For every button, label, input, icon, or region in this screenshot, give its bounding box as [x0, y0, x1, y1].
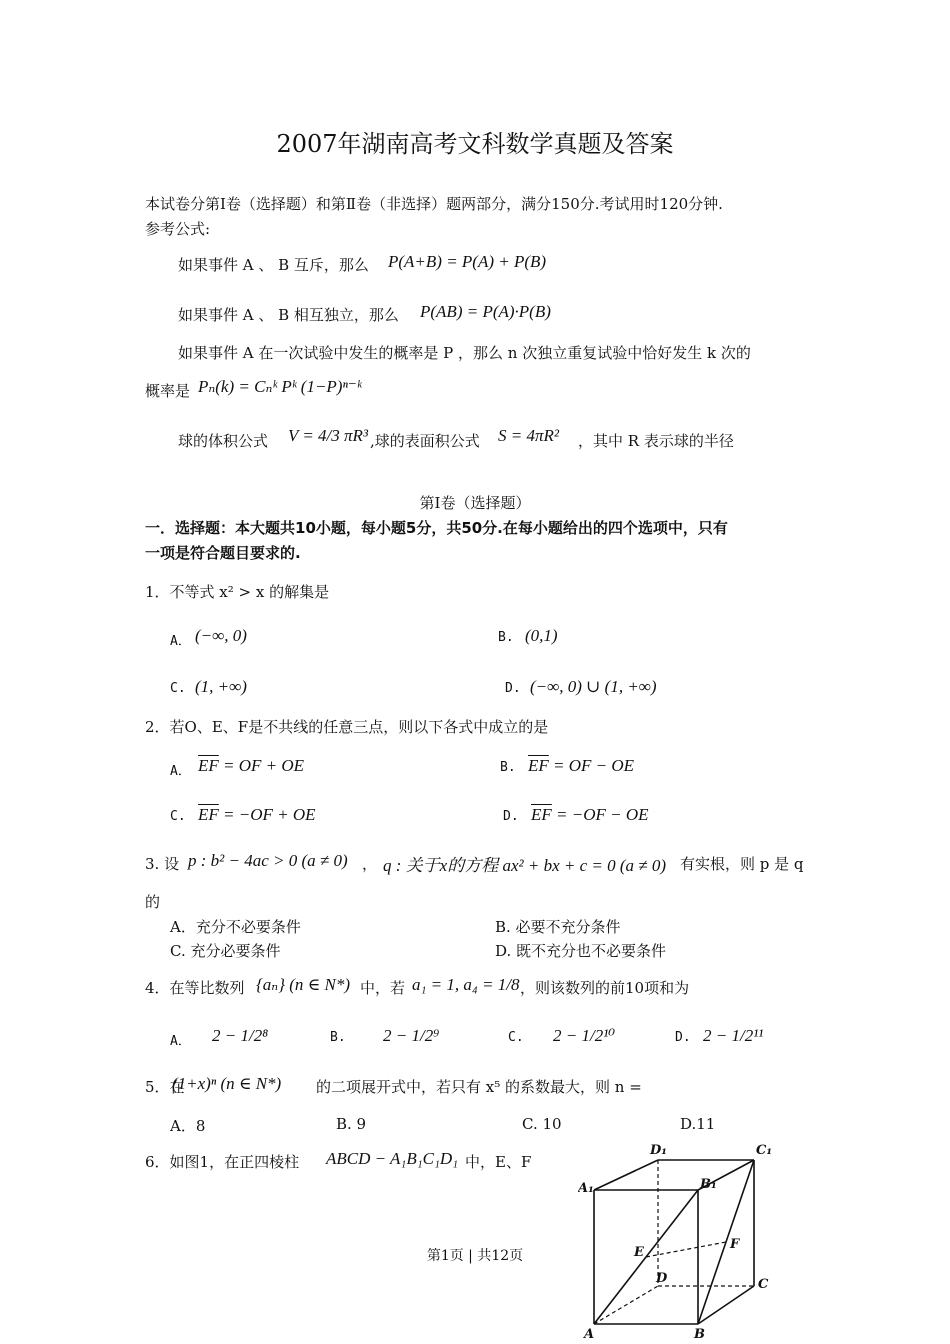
q1-option-b-label: B. [498, 630, 514, 645]
q2-option-d-math [531, 805, 649, 825]
q2-c-rhs: = −OF + OE [223, 805, 316, 824]
q4-option-c-label: C. [508, 1030, 524, 1045]
q2-option-a-label: A． [170, 764, 191, 779]
formula-4-text-c: ，其中 R 表示球的半径 [578, 432, 734, 450]
q2-b-vector: $\overline{EF}$ [528, 756, 549, 775]
question-3-stem-math-1: p : b² − 4ac > 0 (a ≠ 0) [188, 851, 348, 870]
q2-option-d-label: D. [503, 809, 519, 824]
q2-d-vector: $\overline{EF}$ [531, 805, 552, 824]
formula-2-math: P(AB) = P(A)·P(B) [420, 302, 551, 321]
q3-option-b: B. 必要不充分条件 [495, 918, 621, 936]
label-e: E [634, 1245, 644, 1260]
question-6-stem-b: 中，E、F [465, 1153, 532, 1171]
question-3-stem-b: ， [362, 855, 378, 873]
q4-option-a-label: A． [170, 1034, 191, 1049]
question-2-stem: 2．若O、E、F是不共线的任意三点，则以下各式中成立的是 [145, 718, 549, 736]
formula-4-math-a: V = 4/3 πR³ [288, 426, 369, 445]
q2-option-a-math [198, 756, 304, 776]
q2-option-c-math [198, 805, 316, 825]
question-6-stem-a: 6．如图1，在正四棱柱 [145, 1153, 300, 1171]
label-c: C [758, 1277, 769, 1292]
q2-option-b-math [528, 756, 634, 776]
question-3-stem-c: 有实根，则 p 是 q [680, 855, 804, 873]
page-footer: 第1页 | 共12页 [426, 1248, 524, 1264]
question-5-stem-a: 5．在 [145, 1078, 185, 1096]
formula-3-line-2-math: Pₙ(k) = Cₙᵏ Pᵏ (1−P)ⁿ⁻ᵏ [198, 377, 362, 396]
q2-a-vector: $\overline{EF}$ [198, 756, 219, 775]
q4-option-b-label: B. [330, 1030, 346, 1045]
question-4-stem-b: 中，若 [360, 979, 406, 997]
section-1-instructions-1: 一．选择题：本大题共10小题，每小题5分，共50分.在每小题给出的四个选项中，只有 [145, 519, 728, 537]
q5-option-a: A．8 [170, 1117, 206, 1135]
q3-option-d: D. 既不充分也不必要条件 [495, 942, 667, 960]
section-1-heading: 第Ⅰ卷（选择题） [419, 494, 531, 512]
q3-option-a: A．充分不必要条件 [170, 918, 301, 936]
question-3-stem-math-2: q : 关于x的方程 ax² + bx + c = 0 (a ≠ 0) [383, 856, 667, 875]
q1-option-c-math: (1, +∞) [195, 677, 247, 696]
formula-1-math: P(A+B) = P(A) + P(B) [388, 252, 547, 271]
page-title: 2007年湖南高考文科数学真题及答案 [276, 130, 674, 158]
intro-line-1: 本试卷分第Ⅰ卷（选择题）和第Ⅱ卷（非选择）题两部分，满分150分.考试用时120分钟. [145, 195, 723, 213]
q3-option-c: C. 充分必要条件 [170, 942, 281, 960]
question-5-stem-math: (1+x)ⁿ (n ∈ N*) [172, 1074, 282, 1093]
intro-line-2: 参考公式: [145, 220, 211, 238]
q4-option-a-math: 2 − 1/2⁸ [212, 1026, 269, 1045]
question-6-stem-math: ABCD − A₁B₁C₁D₁ [326, 1149, 459, 1168]
label-a1: A₁ [578, 1181, 594, 1196]
q4-option-d-label: D. [675, 1030, 691, 1045]
label-b: B [694, 1327, 705, 1340]
label-c1: C₁ [756, 1143, 773, 1158]
formula-4-math-b: S = 4πR² [498, 426, 559, 445]
formula-3-line-1: 如果事件 A 在一次试验中发生的概率是 P ，那么 n 次独立重复试验中恰好发生 k 次的 [178, 344, 751, 362]
label-d: D [656, 1271, 668, 1286]
edge-a1-d1 [594, 1160, 658, 1190]
formula-4-text-b: ,球的表面积公式 [370, 432, 480, 450]
question-5-stem-b: 的二项展开式中，若只有 x⁵ 的系数最大，则 n = [316, 1078, 642, 1096]
question-4-stem-math-2: a₁ = 1, a₄ = 1/8 [412, 975, 520, 994]
q4-option-c-math: 2 − 1/2¹⁰ [553, 1026, 616, 1045]
q1-option-c-label: C. [170, 681, 186, 696]
question-4-stem-math-1: {aₙ} (n ∈ N*) [256, 975, 350, 994]
formula-1-text: 如果事件 A 、 B 互斥，那么 [178, 256, 369, 274]
question-4-stem-a: 4．在等比数列 [145, 979, 245, 997]
label-b1: B₁ [700, 1177, 717, 1192]
q4-option-d-math: 2 − 1/2¹¹ [703, 1026, 764, 1045]
hidden-edge-a-d [594, 1286, 658, 1324]
q1-option-b-math: (0,1) [525, 626, 558, 645]
question-1-stem: 1．不等式 x² > x 的解集是 [145, 583, 330, 601]
label-a: A [584, 1327, 595, 1340]
q2-option-b-label: B. [500, 760, 516, 775]
question-3-stem-a: 3. 设 [145, 855, 180, 873]
q5-option-d: D.11 [680, 1115, 716, 1133]
formula-4-text-a: 球的体积公式 [178, 432, 269, 450]
q1-option-a-math: (−∞, 0) [195, 626, 247, 645]
q2-b-rhs: = OF − OE [553, 756, 635, 775]
q2-option-c-label: C. [170, 809, 186, 824]
q1-option-d-math: (−∞, 0) ∪ (1, +∞) [530, 677, 657, 696]
q1-option-d-label: D. [505, 681, 521, 696]
section-1-instructions-2: 一项是符合题目要求的. [145, 544, 301, 562]
q2-c-vector: $\overline{EF}$ [198, 805, 219, 824]
q5-option-b: B. 9 [336, 1115, 367, 1133]
q4-option-b-math: 2 − 1/2⁹ [383, 1026, 440, 1045]
question-3-stem-line-2: 的 [145, 893, 161, 911]
q2-d-rhs: = −OF − OE [556, 805, 649, 824]
edge-b-c [698, 1286, 754, 1324]
q5-option-c: C. 10 [522, 1115, 562, 1133]
label-d1: D₁ [650, 1143, 667, 1158]
formula-3-line-2-text: 概率是 [145, 382, 191, 400]
q1-option-a-label: A． [170, 634, 191, 649]
label-f: F [730, 1237, 740, 1252]
q2-a-rhs: = OF + OE [223, 756, 305, 775]
formula-2-text: 如果事件 A 、 B 相互独立，那么 [178, 306, 399, 324]
question-4-stem-c: ，则该数列的前10项和为 [520, 979, 690, 997]
figure-1-prism [578, 1140, 778, 1340]
